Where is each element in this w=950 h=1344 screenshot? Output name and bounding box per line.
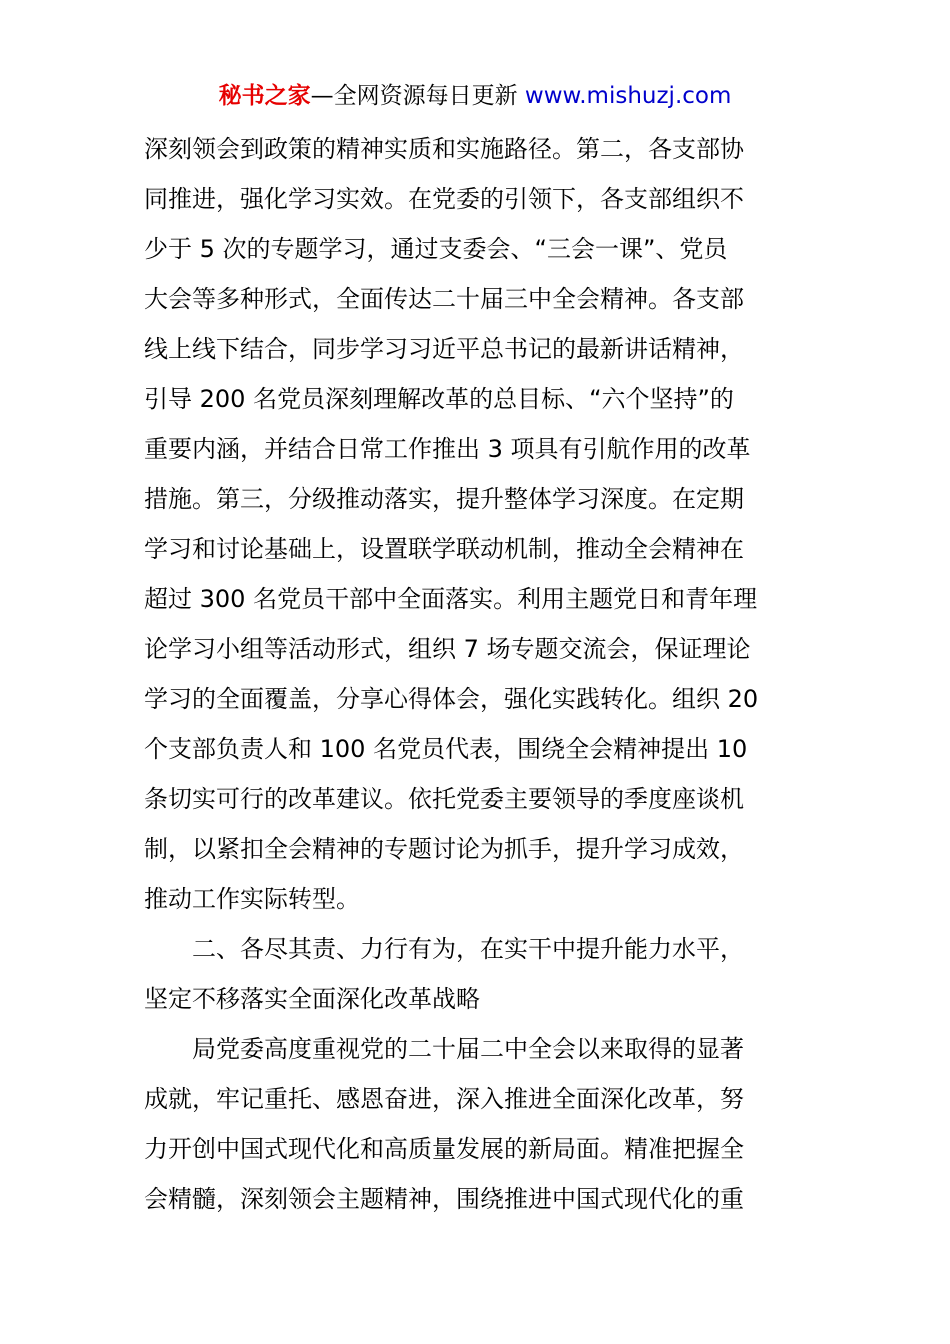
text-line: 学习的全面覆盖，分享心得体会，强化实践转化。组织 20 xyxy=(144,685,759,713)
paragraph-1 xyxy=(144,124,808,924)
document-body xyxy=(144,124,808,1224)
text-line: 条切实可行的改革建议。依托党委主要领导的季度座谈机 xyxy=(144,785,744,813)
text-line: 措施。第三，分级推动落实，提升整体学习深度。在定期 xyxy=(144,485,744,513)
paragraph-2 xyxy=(144,1024,808,1224)
text-line: 超过 300 名党员干部中全面落实。利用主题党日和青年理 xyxy=(144,585,758,613)
text-line: 论学习小组等活动形式，组织 7 场专题交流会，保证理论 xyxy=(144,635,751,663)
site-url: www.mishuzj.com xyxy=(524,83,732,109)
heading-line: 二、各尽其责、力行有为，在实干中提升能力水平， xyxy=(192,935,744,963)
section-heading xyxy=(144,924,808,1024)
text-line: 局党委高度重视党的二十届二中全会以来取得的显著 xyxy=(192,1035,744,1063)
text-line: 少于 5 次的专题学习，通过支委会、“三会一课”、党员 xyxy=(144,235,728,263)
text-line: 会精髓，深刻领会主题精神，围绕推进中国式现代化的重 xyxy=(144,1185,744,1213)
tagline: —全网资源每日更新 xyxy=(310,83,518,109)
text-line: 线上线下结合，同步学习习近平总书记的最新讲话精神， xyxy=(144,335,744,363)
text-line: 力开创中国式现代化和高质量发展的新局面。精准把握全 xyxy=(144,1135,744,1163)
text-line: 重要内涵，并结合日常工作推出 3 项具有引航作用的改革 xyxy=(144,435,751,463)
text-line: 个支部负责人和 100 名党员代表，围绕全会精神提出 10 xyxy=(144,735,748,763)
text-line: 深刻领会到政策的精神实质和实施路径。第二，各支部协 xyxy=(144,135,744,163)
text-line: 学习和讨论基础上，设置联学联动机制，推动全会精神在 xyxy=(144,535,744,563)
text-line: 引导 200 名党员深刻理解改革的总目标、“六个坚持”的 xyxy=(144,385,734,413)
text-line: 同推进，强化学习实效。在党委的引领下，各支部组织不 xyxy=(144,185,744,213)
heading-line: 坚定不移落实全面深化改革战略 xyxy=(144,985,480,1013)
text-line: 制，以紧扣全会精神的专题讨论为抓手，提升学习成效， xyxy=(144,835,744,863)
brand-name: 秘书之家 xyxy=(218,83,311,109)
watermark-header xyxy=(0,80,950,112)
text-line: 推动工作实际转型。 xyxy=(144,885,360,913)
text-line: 成就，牢记重托、感恩奋进，深入推进全面深化改革，努 xyxy=(144,1085,744,1113)
text-line: 大会等多种形式，全面传达二十届三中全会精神。各支部 xyxy=(144,285,744,313)
